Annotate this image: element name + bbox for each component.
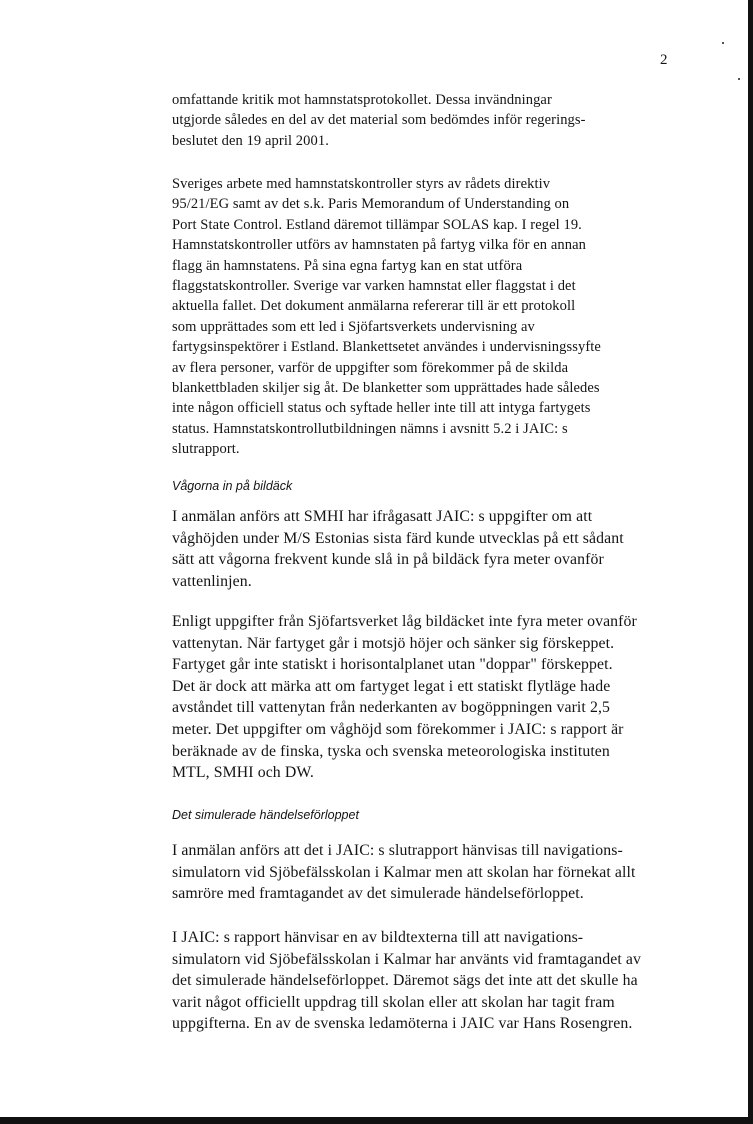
text-line: simulatorn vid Sjöbefälsskolan i Kalmar men att skolan har förnekat allt — [172, 863, 636, 881]
text-line: status. Hamnstatskontrollutbildningen nämns i avsnitt 5.2 i JAIC: s — [172, 420, 568, 437]
paragraph-5 — [172, 840, 672, 905]
text-line: I anmälan anförs att det i JAIC: s slutrapport hänvisas till navigations- — [172, 842, 623, 859]
text-line: utgjorde således en del av det material som bedömdes inför regerings- — [172, 112, 586, 129]
text-line: omfattande kritik mot hamnstatsprotokollet. Dessa invändningar — [172, 92, 552, 108]
paragraph-1 — [172, 90, 672, 151]
section-heading-simulation: Det simulerade händelseförloppet — [172, 808, 359, 822]
text-line: beslutet den 19 april 2001. — [172, 132, 329, 149]
text-line: 95/21/EG samt av det s.k. Paris Memorandum of Understanding on — [172, 196, 570, 213]
paragraph-2 — [172, 174, 672, 460]
scan-edge-right — [748, 0, 753, 1124]
text-line: Fartyget går inte statiskt i horisontalplanet utan "doppar" förskeppet. — [172, 656, 613, 674]
text-line: samröre med framtagandet av det simulerade händelseförloppet. — [172, 885, 584, 903]
text-line: som upprättades som ett led i Sjöfartsverkets undervisning av — [172, 318, 535, 335]
text-line: meter. Det uppgifter om våghöjd som förekommer i JAIC: s rapport är — [172, 720, 624, 738]
text-line: våghöjden under M/S Estonias sista färd kunde utvecklas på ett sådant — [172, 529, 624, 547]
text-line: Enligt uppgifter från Sjöfartsverket låg bildäcket inte fyra meter ovanför — [172, 613, 637, 630]
text-line: det simulerade händelseförloppet. Däremot sägs det inte att det skulle ha — [172, 972, 638, 990]
text-line: avståndet till vattenytan från nederkanten av bogöppningen varit 2,5 — [172, 699, 611, 717]
scan-edge-bottom — [0, 1117, 753, 1124]
paragraph-6 — [172, 927, 672, 1035]
text-line: flagg än hamnstatens. På sina egna fartyg kan en stat utföra — [172, 257, 523, 274]
text-line: Hamnstatskontroller utförs av hamnstaten på fartyg vilka för en annan — [172, 237, 586, 254]
text-line: beräknade av de finska, tyska och svenska meteorologiska instituten — [172, 742, 610, 760]
text-line: aktuella fallet. Det dokument anmälarna refererar till är ett protokoll — [172, 298, 576, 315]
text-line: slutrapport. — [172, 441, 240, 458]
scan-speck — [738, 78, 740, 80]
text-line: varit något officiellt uppdrag till skolan eller att skolan har tagit fram — [172, 993, 615, 1011]
paragraph-4 — [172, 611, 672, 784]
text-line: fartygsinspektörer i Estland. Blankettsetet användes i undervisningssyfte — [172, 339, 601, 356]
text-line: uppgifterna. En av de svenska ledamöterna i JAIC var Hans Rosengren. — [172, 1015, 633, 1033]
text-line: inte någon officiell status och syftade heller inte till att intyga fartygets — [172, 400, 591, 417]
text-line: simulatorn vid Sjöbefälsskolan i Kalmar har använts vid framtagandet av — [172, 950, 642, 968]
section-heading-waves: Vågorna in på bildäck — [172, 479, 293, 493]
text-line: blankettbladen skiljer sig åt. De blanketter som upprättades hade således — [172, 380, 600, 397]
text-line: vattenytan. När fartyget går i motsjö höjer och sänker sig förskeppet. — [172, 634, 615, 652]
text-line: I JAIC: s rapport hänvisar en av bildtexterna till att navigations- — [172, 929, 584, 946]
text-line: flaggstatskontroller. Sverige var varken hamnstat eller flaggstat i det — [172, 278, 576, 295]
text-line: MTL, SMHI och DW. — [172, 764, 314, 782]
paragraph-3 — [172, 506, 672, 592]
text-line: vattenlinjen. — [172, 572, 252, 590]
scan-speck — [722, 42, 724, 44]
text-line: Sveriges arbete med hamnstatskontroller styrs av rådets direktiv — [172, 176, 551, 192]
text-line: Port State Control. Estland däremot tillämpar SOLAS kap. I regel 19. — [172, 216, 582, 233]
text-line: Det är dock att märka att om fartyget legat i ett statiskt flytläge hade — [172, 677, 611, 695]
text-line: I anmälan anförs att SMHI har ifrågasatt JAIC: s uppgifter om att — [172, 508, 593, 525]
text-line: av flera personer, varför de uppgifter som förekommer på de skilda — [172, 359, 569, 376]
page-number: 2 — [660, 52, 668, 68]
text-line: sätt att vågorna frekvent kunde slå in på bildäck fyra meter ovanför — [172, 551, 604, 569]
